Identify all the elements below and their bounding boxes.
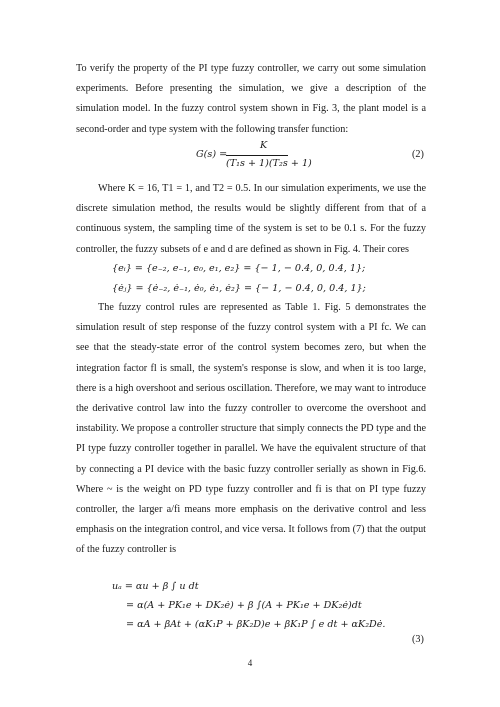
eq2-denominator: (T₁s + 1)(T₂s + 1) — [226, 158, 312, 169]
page-number: 4 — [247, 658, 253, 668]
eq3-line-3: = αA + βAt + (αK₁P + βK₂D)e + βK₁P ∫ e dt + αK₂Dė. — [126, 619, 386, 630]
paragraph-intro: To verify the property of the PI type fuzzy controller, we carry out some simulation experiments. Before presenting the simulation, we give a description of the simulation model. In the fuzzy control system shown in Fig. 3, the plant model is a second-order and type system with the following transfer function: — [76, 63, 426, 135]
eq3-number: (3) — [412, 634, 424, 645]
cores-line-2: {ėⱼ} = {ė₋₂, ė₋₁, ė₀, ė₁, ė₂} = {− 1, − 0.4, 0, 0.4, 1}; — [112, 283, 366, 294]
eq2-number: (2) — [412, 149, 424, 160]
paragraph-rules: The fuzzy control rules are represented as Table 1. Fig. 5 demonstrates the simulation result of step response of the fuzzy control system with a PI fc. We can see that the steady-state error of the control system becomes zero, but when the integration factor fl is small, the system's response is slow, and when it is too large, there is a high overshoot and serious oscillation. Therefore, we may want to introduce the derivative control law into the fuzzy controller to overcome the overshoot and instability. We propose a controller structure that simply connects the PD type and the PI type fuzzy controller together in parallel. We have the equivalent structure of that by connecting a PI device with the basic fuzzy controller serially as shown in Fig.6. Where ~ is the weight on PD type fuzzy controller and fi is that on PI type fuzzy controller, the larger a/fi means more emphasis on the derivative control and less emphasis on the integration control, and vice versa. It follows from (7) that the output of the fuzzy controller is — [76, 302, 426, 556]
eq2-numerator: K — [260, 140, 268, 151]
paragraph-parameters: Where K = 16, T1 = 1, and T2 = 0.5. In our simulation experiments, we use the discrete simulation method, the results would be slightly different from that of a continuous system, the sampling time of the system is set to be 0.1 s. For the fuzzy controller, the fuzzy subsets of e and d are defined as shown in Fig. 4. Their cores — [76, 183, 426, 255]
cores-line-1: {eᵢ} = {e₋₂, e₋₁, e₀, e₁, e₂} = {− 1, − 0.4, 0, 0.4, 1}; — [112, 263, 366, 274]
eq3-line-2: = α(A + PK₁e + DK₂ė) + β ∫(A + PK₁e + DK₂ė)dt — [126, 600, 362, 611]
eq2-fraction-bar — [226, 155, 288, 156]
eq2-lhs: G(s) = — [196, 149, 228, 160]
eq3-line-1: uₐ = αu + β ∫ u dt — [112, 581, 199, 592]
